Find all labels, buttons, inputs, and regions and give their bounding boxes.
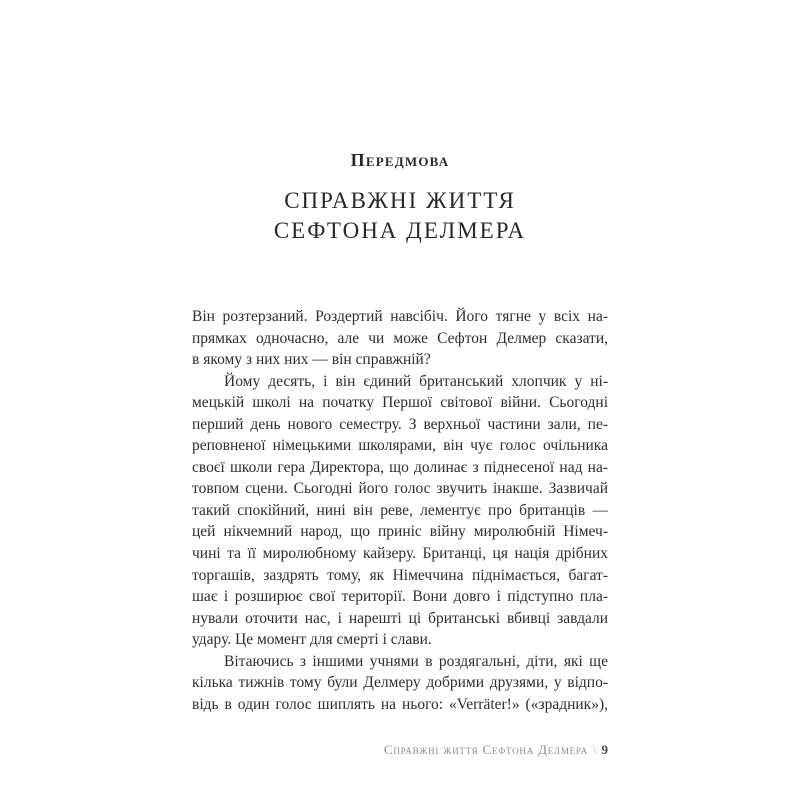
body-line: торгашів, заздрять тому, як Німеччина піднімається, багат- — [192, 566, 608, 584]
body-line: удару. Це момент для смерті і слави. — [192, 631, 432, 649]
body-line: цей нікчемний народ, що приніс війну миролюбній Німеч- — [192, 523, 608, 541]
footer-separator: \ — [592, 742, 597, 757]
body-line: нували оточити нас, і нарешті ці британські вбивці завдали — [192, 609, 608, 627]
body-line: відь в один голос шиплять на нього: «Verräter!» («зрадник»), — [192, 695, 608, 713]
paragraph — [192, 651, 608, 716]
body-line: мецькій школі на початку Першої світової війни. Сьогодні — [192, 394, 608, 412]
page-number: 9 — [601, 742, 608, 757]
body-line: в якому з них них — він справжній? — [192, 351, 431, 369]
chapter-title — [192, 186, 608, 246]
body-text — [192, 306, 608, 715]
body-line: реповненої німецькими школярами, він чує голос очільника — [192, 437, 608, 455]
body-line: Він розтерзаний. Роздертий навсібіч. Його тягне у всіх на- — [192, 308, 608, 325]
paragraph — [192, 306, 608, 371]
running-title: Справжні життя Сефтона Делмера — [383, 742, 588, 757]
chapter-kicker: Передмова — [350, 150, 450, 170]
chapter-title-line-1: СПРАВЖНІ ЖИТТЯ — [284, 188, 516, 213]
page-footer — [192, 742, 608, 758]
body-line: шає і розширює свої території. Вони довго і підступно пла- — [192, 588, 608, 606]
body-line: Вітаючись з іншими учнями в роздягальні, діти, які ще — [224, 652, 608, 670]
body-line: прямках одночасно, але чи може Сефтон Делмер сказати, — [192, 329, 608, 347]
chapter-title-line-2: СЕФТОНА ДЕЛМЕРА — [273, 218, 527, 243]
body-line: перший день нового семестру. З верхньої частини зали, пе- — [192, 415, 608, 433]
body-line: товпом сцени. Сьогодні його голос звучить інакше. Зазвичай — [192, 480, 608, 498]
paragraph — [192, 371, 608, 651]
body-line: своєї школи гера Директора, що долинає з піднесеної над на- — [192, 458, 608, 476]
body-line: Йому десять, і він єдиний британський хлопчик у ні- — [224, 372, 608, 390]
body-line: чині та її миролюбному кайзеру. Британці, ця нація дрібних — [192, 545, 608, 563]
body-line: кілька тижнів тому були Делмеру добрими друзями, у відпо- — [192, 674, 608, 692]
body-line: такий спокійний, нині він реве, лементує про британців — — [192, 501, 608, 519]
text-block — [192, 0, 608, 715]
